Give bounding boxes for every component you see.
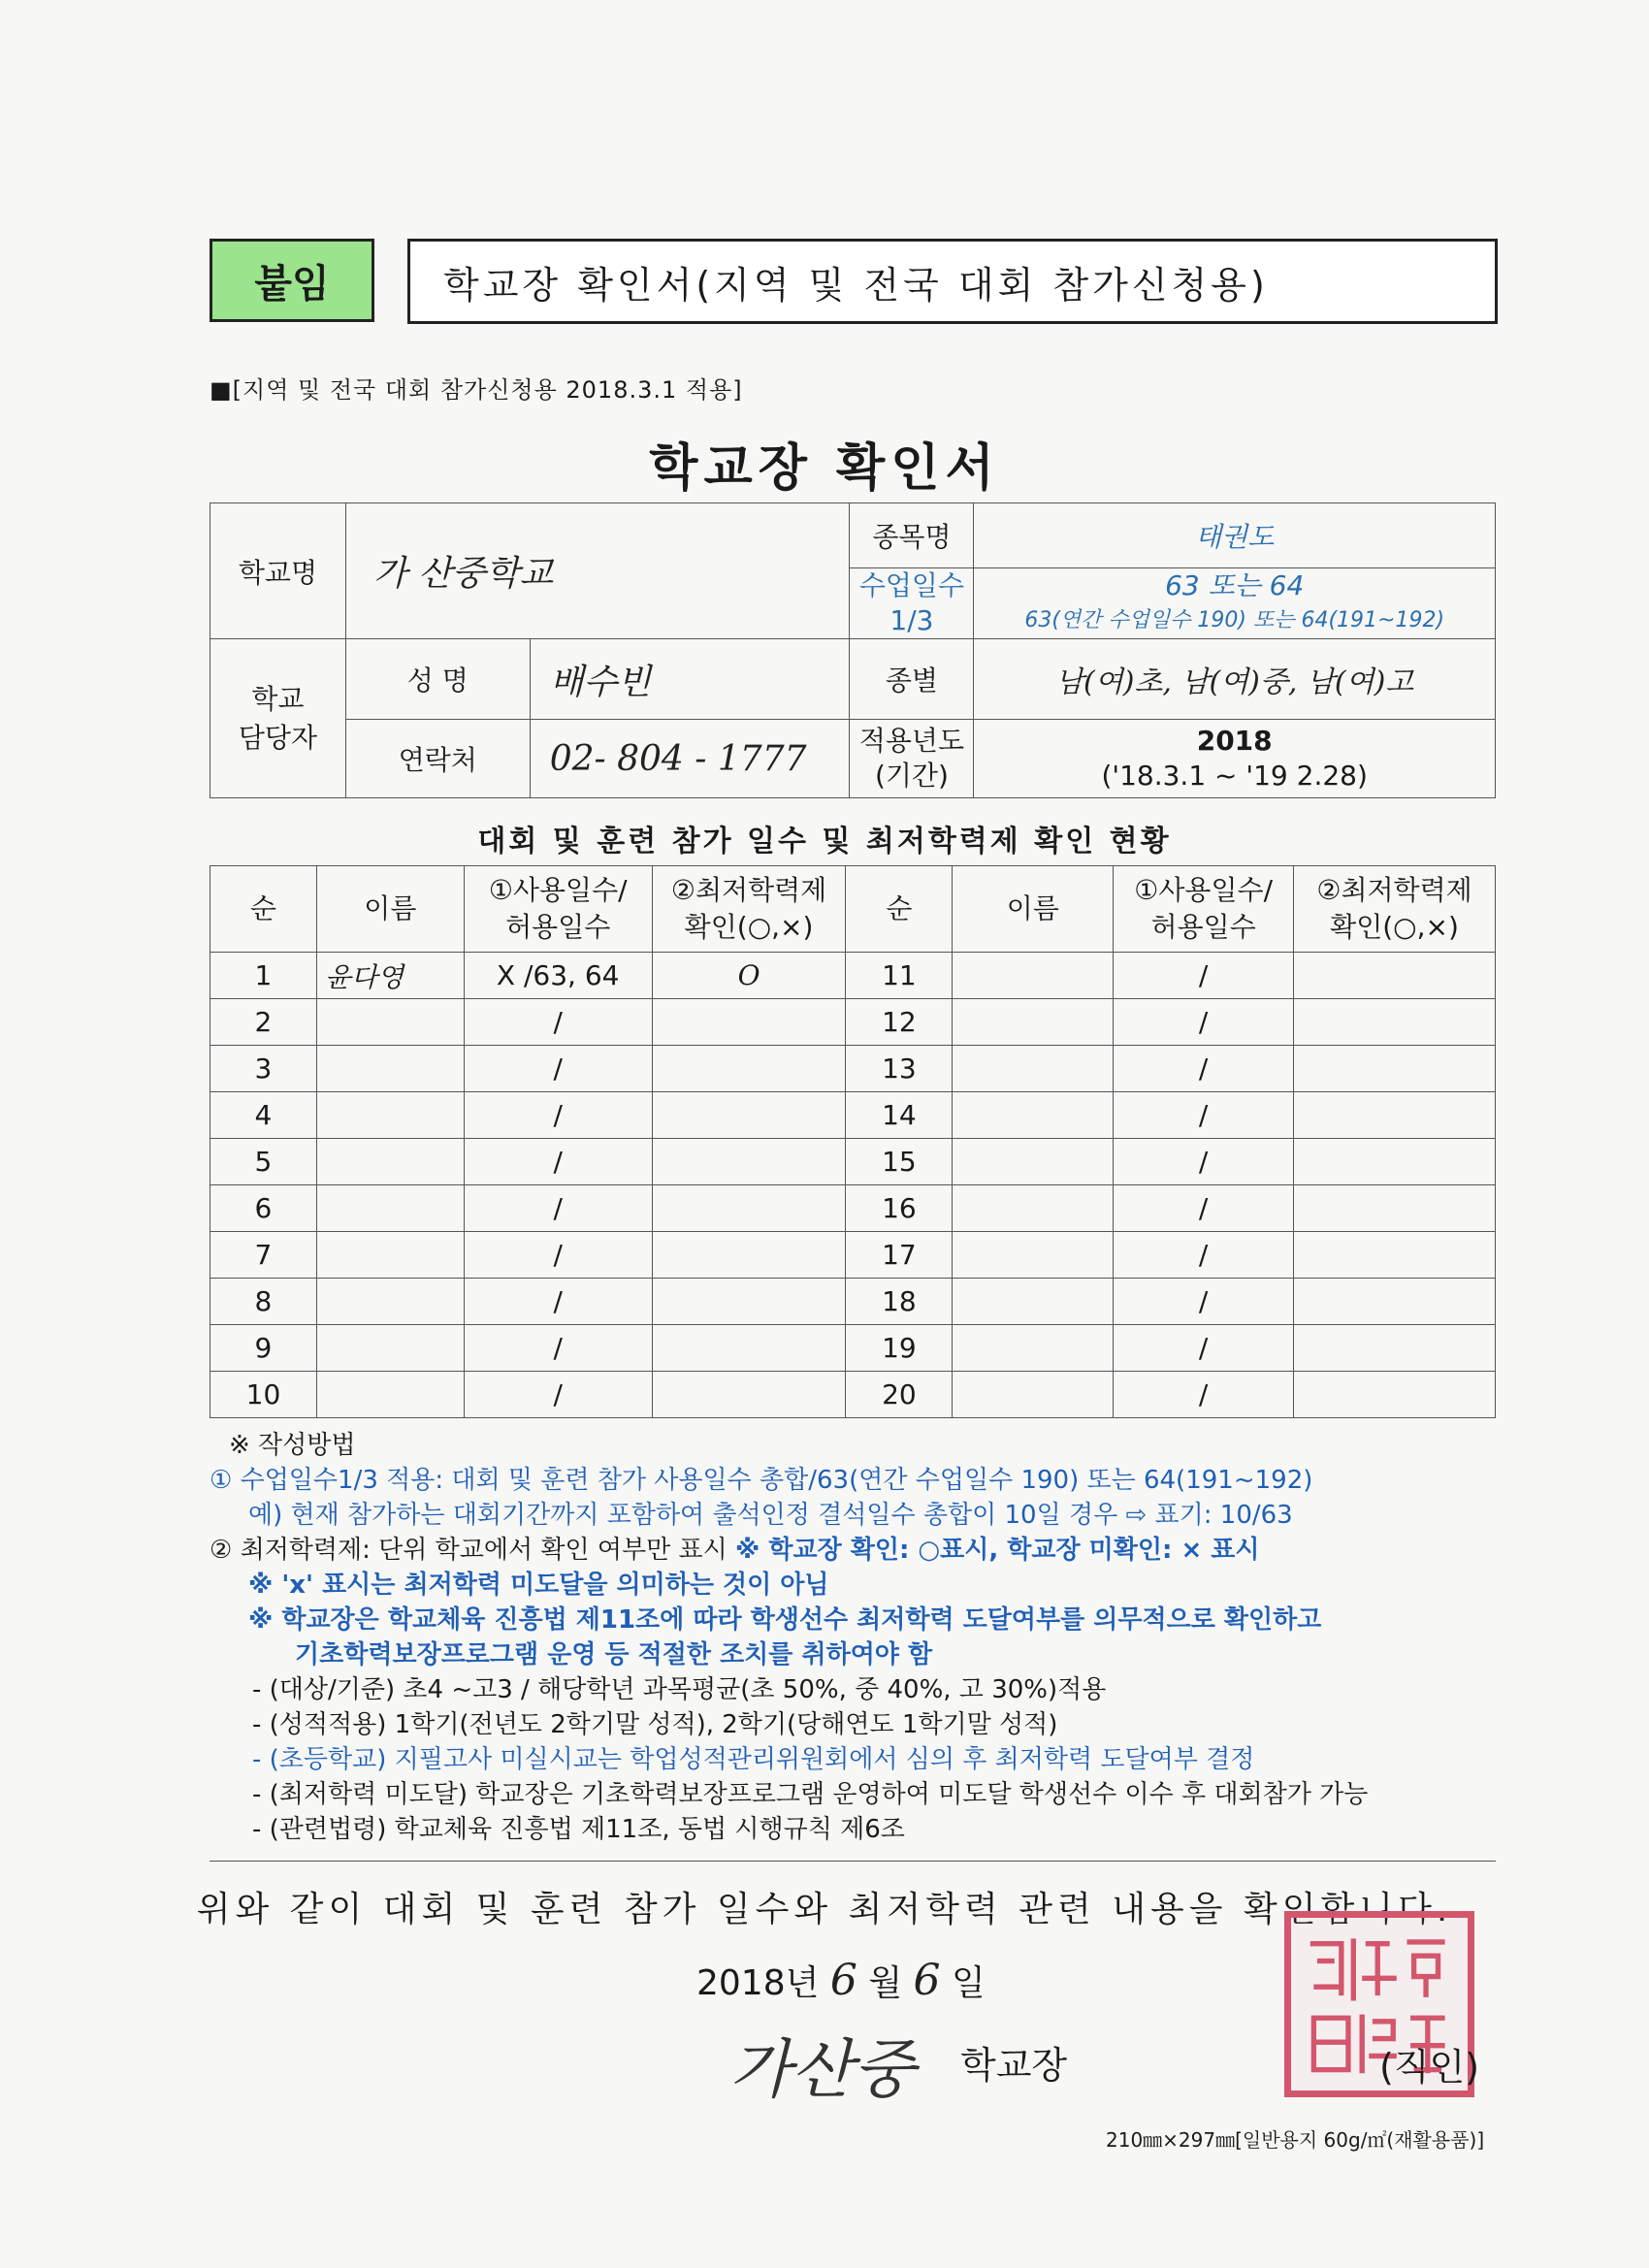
person-name-label: 성 명 bbox=[345, 639, 530, 720]
row-check-2 bbox=[1294, 1046, 1496, 1092]
school-days-label bbox=[850, 568, 974, 639]
row-name-2 bbox=[953, 1092, 1114, 1139]
row-check-2 bbox=[1294, 953, 1496, 999]
category-value: 남(여)초, 남(여)중, 남(여)고 bbox=[974, 639, 1496, 720]
row-days: / bbox=[464, 1232, 652, 1279]
row-days: / bbox=[464, 1372, 652, 1418]
note-2-text: ② 최저학력제: 단위 학교에서 확인 여부만 표시 bbox=[210, 1536, 728, 1565]
note-2 bbox=[210, 1533, 1500, 1568]
row-check bbox=[652, 1046, 846, 1092]
header-days bbox=[464, 866, 652, 953]
row-check: O bbox=[652, 953, 846, 999]
school-days-main: 63 또는 64 bbox=[1165, 569, 1305, 601]
row-name bbox=[316, 1046, 464, 1092]
divider bbox=[210, 1861, 1496, 1862]
header-days2-line2: 허용일수 bbox=[1150, 911, 1256, 943]
category-label: 종별 bbox=[850, 639, 974, 720]
principal-label: 학교장 bbox=[960, 2044, 1068, 2087]
note-grade-apply: - (성적적용) 1학기(전년도 2학기말 성적), 2학기(당해연도 1학기말 성적) bbox=[252, 1710, 1058, 1739]
row-number-2: 12 bbox=[846, 999, 953, 1046]
row-number-2: 13 bbox=[846, 1046, 953, 1092]
note-x-meaning: ※ 'x' 표시는 최저학력 미도달을 의미하는 것이 아님 bbox=[248, 1571, 829, 1600]
row-name bbox=[316, 999, 464, 1046]
row-days-2: / bbox=[1114, 1092, 1294, 1139]
row-number: 5 bbox=[210, 1139, 317, 1185]
row-check-2 bbox=[1294, 1232, 1496, 1279]
row-name bbox=[316, 1092, 464, 1139]
row-days: / bbox=[464, 1092, 652, 1139]
year-label-line1: 적용년도 bbox=[858, 725, 965, 757]
table-row bbox=[210, 1092, 1496, 1139]
row-days-2: / bbox=[1114, 953, 1294, 999]
header-check2-line2: 확인(○,×) bbox=[1330, 911, 1459, 943]
row-name-2 bbox=[953, 1046, 1114, 1092]
table-row bbox=[210, 1232, 1496, 1279]
table-row bbox=[210, 1185, 1496, 1232]
header-no: 순 bbox=[210, 866, 317, 953]
date-day: 6 bbox=[913, 1956, 941, 2005]
header-days-line2: 허용일수 bbox=[505, 911, 611, 943]
row-name-2 bbox=[953, 1185, 1114, 1232]
row-number: 2 bbox=[210, 999, 317, 1046]
row-number: 7 bbox=[210, 1232, 317, 1279]
year-label-line2: (기간) bbox=[874, 760, 949, 792]
note-principal-duty-2: 기초학력보장프로그램 운영 등 적절한 조치를 취하여야 함 bbox=[295, 1640, 933, 1669]
participation-rows bbox=[210, 953, 1496, 1418]
row-check bbox=[652, 1185, 846, 1232]
note-below-standard: - (최저학력 미도달) 학교장은 기초학력보장프로그램 운영하여 미도달 학생선수 이수 후 대회참가 가능 bbox=[252, 1780, 1369, 1809]
row-name bbox=[316, 1325, 464, 1372]
row-number: 9 bbox=[210, 1325, 317, 1372]
row-name-2 bbox=[953, 1325, 1114, 1372]
note-2-mark: ※ 학교장 확인: ○표시, 학교장 미확인: × 표시 bbox=[735, 1536, 1260, 1565]
header-no-2: 순 bbox=[846, 866, 953, 953]
seal-label: (직인) bbox=[1379, 2046, 1480, 2089]
header-check2-line1: ②최저학력제 bbox=[1316, 874, 1472, 906]
row-number-2: 20 bbox=[846, 1372, 953, 1418]
contact-person-label bbox=[210, 639, 346, 798]
row-name-2 bbox=[953, 1372, 1114, 1418]
form-title: 학교장 확인서(지역 및 전국 대회 참가신청용) bbox=[443, 263, 1269, 307]
header-name-2: 이름 bbox=[953, 866, 1114, 953]
school-name-value: 가 산중학교 bbox=[345, 503, 850, 639]
note-principal-duty: ※ 학교장은 학교체육 진흥법 제11조에 따라 학생선수 최저학력 도달여부를 의무적으로 확인하고 bbox=[248, 1605, 1322, 1635]
row-days: / bbox=[464, 1325, 652, 1372]
school-days-detail: 63(연간 수업일수 190) 또는 64(191~192) bbox=[1024, 608, 1445, 632]
row-days-2: / bbox=[1114, 999, 1294, 1046]
row-name: 윤다영 bbox=[316, 953, 464, 999]
row-name-2 bbox=[953, 1279, 1114, 1325]
row-name-2 bbox=[953, 1139, 1114, 1185]
row-check-2 bbox=[1294, 1325, 1496, 1372]
row-number-2: 15 bbox=[846, 1139, 953, 1185]
header-check-2 bbox=[1294, 866, 1496, 953]
attachment-tag bbox=[210, 239, 374, 322]
school-days-label-line2: 1/3 bbox=[889, 604, 934, 636]
table-row bbox=[210, 1279, 1496, 1325]
row-check bbox=[652, 1372, 846, 1418]
date-line bbox=[696, 1956, 986, 2005]
date-month-unit: 월 bbox=[868, 1963, 903, 2003]
row-days-2: / bbox=[1114, 1372, 1294, 1418]
row-days-2: / bbox=[1114, 1232, 1294, 1279]
phone-label: 연락처 bbox=[345, 720, 530, 798]
row-check bbox=[652, 1092, 846, 1139]
row-days-2: / bbox=[1114, 1139, 1294, 1185]
row-check-2 bbox=[1294, 1279, 1496, 1325]
header-days-line1: ①사용일수/ bbox=[488, 874, 628, 906]
row-number: 3 bbox=[210, 1046, 317, 1092]
date-month: 6 bbox=[829, 1956, 857, 2005]
contact-label-line1: 학교 bbox=[251, 682, 305, 715]
row-check bbox=[652, 999, 846, 1046]
person-name-value: 배수빈 bbox=[530, 639, 850, 720]
header-check-line1: ②최저학력제 bbox=[670, 874, 827, 906]
header-check-line2: 확인(○,×) bbox=[684, 911, 814, 943]
row-days: / bbox=[464, 1139, 652, 1185]
row-check-2 bbox=[1294, 1139, 1496, 1185]
year-value bbox=[974, 720, 1496, 798]
school-days-value bbox=[974, 568, 1496, 639]
row-check-2 bbox=[1294, 1372, 1496, 1418]
year-main: 2018 bbox=[1196, 725, 1273, 757]
phone-value: 02- 804 - 1777 bbox=[530, 720, 850, 798]
note-elementary: - (초등학교) 지필고사 미실시교는 학업성적관리위원회에서 심의 후 최저학력 도달여부 결정 bbox=[252, 1745, 1255, 1774]
row-name-2 bbox=[953, 999, 1114, 1046]
row-number: 10 bbox=[210, 1372, 317, 1418]
year-label bbox=[850, 720, 974, 798]
row-days: / bbox=[464, 1185, 652, 1232]
row-check-2 bbox=[1294, 1092, 1496, 1139]
row-number-2: 17 bbox=[846, 1232, 953, 1279]
school-name-label: 학교명 bbox=[210, 503, 346, 639]
header-name: 이름 bbox=[316, 866, 464, 953]
table-row bbox=[210, 999, 1496, 1046]
note-1: ① 수업일수1/3 적용: 대회 및 훈련 참가 사용일수 총합/63(연간 수업일수 190) 또는 64(191~192) bbox=[210, 1466, 1313, 1495]
row-number-2: 19 bbox=[846, 1325, 953, 1372]
year-period: ('18.3.1 ~ '19 2.28) bbox=[1101, 760, 1368, 792]
row-number-2: 14 bbox=[846, 1092, 953, 1139]
row-number: 4 bbox=[210, 1092, 317, 1139]
row-days: X /63, 64 bbox=[464, 953, 652, 999]
row-name bbox=[316, 1279, 464, 1325]
school-signature: 가산중 bbox=[729, 2032, 916, 2107]
row-check bbox=[652, 1232, 846, 1279]
table-row bbox=[210, 1325, 1496, 1372]
row-check bbox=[652, 1325, 846, 1372]
row-number: 6 bbox=[210, 1185, 317, 1232]
paper-size-note: 210㎜×297㎜[일반용지 60g/㎡(재활용품)] bbox=[1106, 2128, 1485, 2152]
form-title-box bbox=[407, 239, 1498, 324]
header-days2-line1: ①사용일수/ bbox=[1134, 874, 1274, 906]
instructions-heading: ※ 작성방법 bbox=[229, 1431, 356, 1460]
row-name-2 bbox=[953, 1232, 1114, 1279]
table-row bbox=[210, 1046, 1496, 1092]
status-title: 대회 및 훈련 참가 일수 및 최저학력제 확인 현황 bbox=[477, 825, 1172, 859]
row-check-2 bbox=[1294, 999, 1496, 1046]
school-info-table bbox=[210, 502, 1496, 798]
date-day-unit: 일 bbox=[952, 1963, 986, 2003]
table-row bbox=[210, 1139, 1496, 1185]
row-number: 8 bbox=[210, 1279, 317, 1325]
row-days-2: / bbox=[1114, 1185, 1294, 1232]
row-days: / bbox=[464, 1279, 652, 1325]
row-number-2: 16 bbox=[846, 1185, 953, 1232]
note-target: - (대상/기준) 초4 ~고3 / 해당학년 과목평균(초 50%, 중 40%, 고 30%)적용 bbox=[252, 1675, 1107, 1704]
row-check-2 bbox=[1294, 1185, 1496, 1232]
header-check bbox=[652, 866, 846, 953]
date-year: 2018년 bbox=[696, 1963, 820, 2003]
header-days-2 bbox=[1114, 866, 1294, 953]
contact-label-line2: 담당자 bbox=[238, 721, 318, 754]
instructions bbox=[210, 1428, 1500, 1847]
sport-label: 종목명 bbox=[850, 503, 974, 568]
row-days: / bbox=[464, 1046, 652, 1092]
school-days-label-line1: 수업일수 bbox=[858, 569, 965, 601]
row-check bbox=[652, 1279, 846, 1325]
row-number-2: 18 bbox=[846, 1279, 953, 1325]
participation-table bbox=[210, 865, 1496, 1418]
row-name bbox=[316, 1372, 464, 1418]
row-name-2 bbox=[953, 953, 1114, 999]
note-1-example: 예) 현재 참가하는 대회기간까지 포함하여 출석인정 결석일수 총합이 10일 경우 ⇨ 표기: 10/63 bbox=[248, 1501, 1293, 1530]
row-days: / bbox=[464, 999, 652, 1046]
row-days-2: / bbox=[1114, 1279, 1294, 1325]
row-number-2: 11 bbox=[846, 953, 953, 999]
document-title: 학교장 확인서 bbox=[649, 439, 1000, 498]
note-law: - (관련법령) 학교체육 진흥법 제11조, 동법 시행규칙 제6조 bbox=[252, 1815, 905, 1844]
row-name bbox=[316, 1232, 464, 1279]
applied-note: ■[지역 및 전국 대회 참가신청용 2018.3.1 적용] bbox=[210, 376, 743, 404]
sport-value: 태권도 bbox=[974, 503, 1496, 568]
table-row bbox=[210, 953, 1496, 999]
table-row bbox=[210, 1372, 1496, 1418]
confirm-statement: 위와 같이 대회 및 훈련 참가 일수와 최저학력 관련 내용을 확인합니다. bbox=[196, 1890, 1453, 1929]
row-name bbox=[316, 1139, 464, 1185]
row-check bbox=[652, 1139, 846, 1185]
row-name bbox=[316, 1185, 464, 1232]
row-number: 1 bbox=[210, 953, 317, 999]
row-days-2: / bbox=[1114, 1325, 1294, 1372]
row-days-2: / bbox=[1114, 1046, 1294, 1092]
attachment-tag-label: 붙임 bbox=[254, 261, 330, 307]
